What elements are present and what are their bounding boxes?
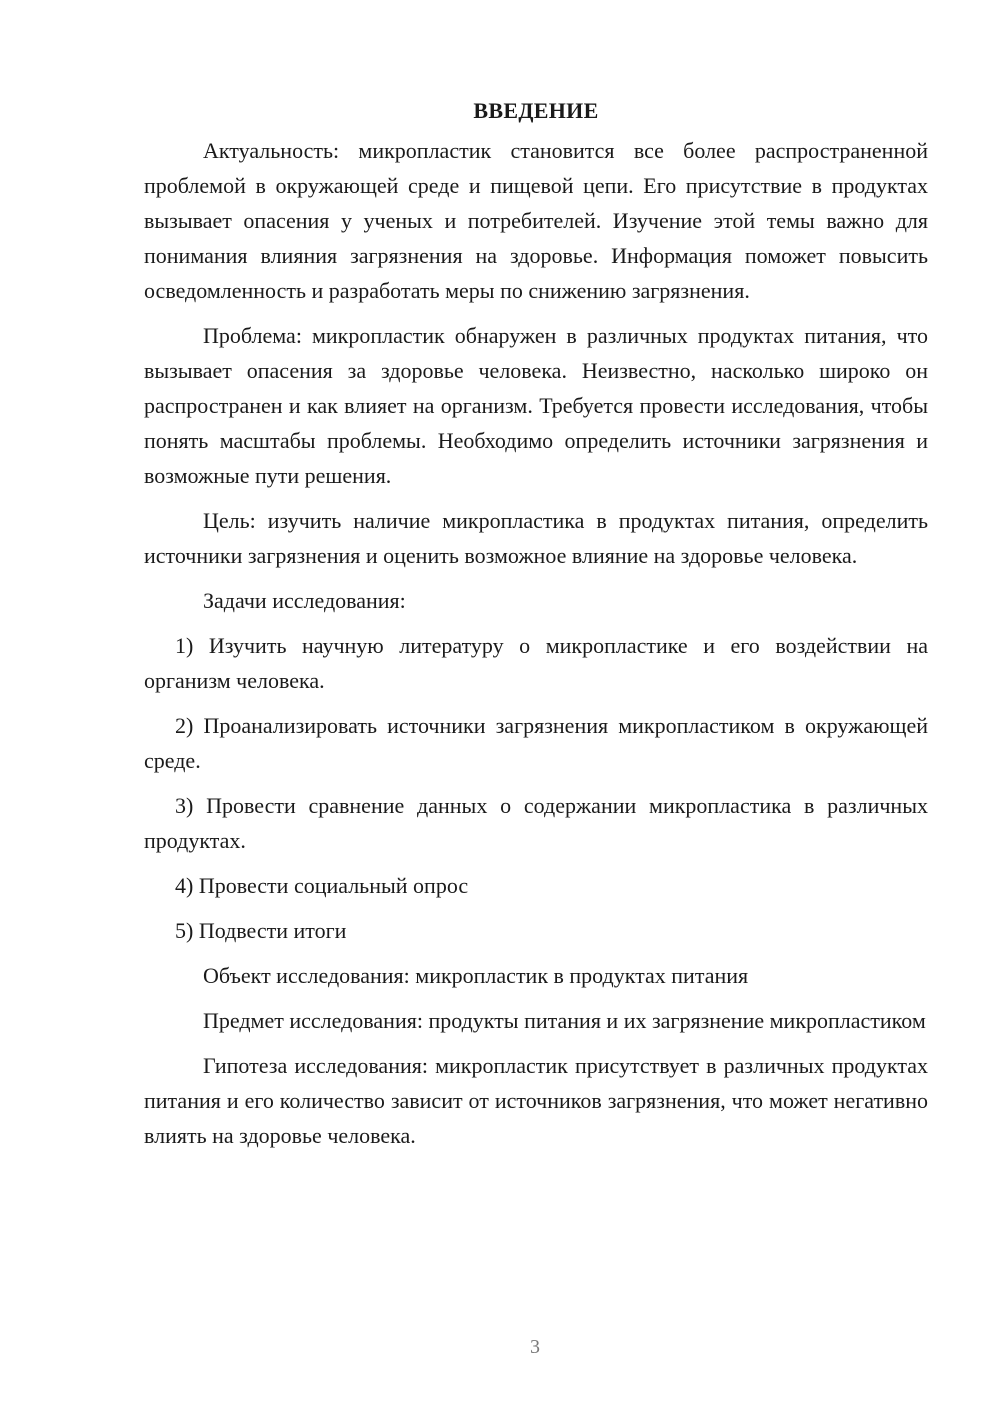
paragraph-problem: Проблема: микропластик обнаружен в различных продуктах питания, что вызывает опасения за здоровье человека. Неизвестно, насколько широко он распространен и как влияет на организм. Требуется провести исследования, чтобы понять масштабы проблемы. Необходимо определить источники загрязнения и возможные пути решения. — [144, 323, 928, 488]
task-item-5: 5) Подвести итоги — [175, 918, 347, 943]
page-number: 3 — [530, 1336, 540, 1358]
paragraph-subject: Предмет исследования: продукты питания и их загрязнение микропластиком — [203, 1008, 926, 1033]
page-content — [144, 93, 928, 1153]
paragraph-hypothesis: Гипотеза исследования: микропластик присутствует в различных продуктах питания и его количество зависит от источников загрязнения, что может негативно влиять на здоровье человека. — [144, 1053, 928, 1148]
task-item-1: 1) Изучить научную литературу о микропластике и его воздействии на организм человека. — [144, 633, 928, 693]
task-item-3: 3) Провести сравнение данных о содержании микропластика в различных продуктах. — [144, 793, 928, 853]
paragraph-object: Объект исследования: микропластик в продуктах питания — [203, 963, 749, 988]
task-item-2: 2) Проанализировать источники загрязнения микропластиком в окружающей среде. — [144, 713, 928, 773]
paragraph-goal: Цель: изучить наличие микропластика в продуктах питания, определить источники загрязнения и оценить возможное влияние на здоровье человека. — [144, 508, 928, 568]
task-item-4: 4) Провести социальный опрос — [175, 873, 469, 898]
tasks-heading: Задачи исследования: — [203, 588, 406, 613]
page-title: ВВЕДЕНИЕ — [473, 98, 599, 123]
paragraph-relevance: Актуальность: микропластик становится все более распространенной проблемой в окружающей среде и пищевой цепи. Его присутствие в продуктах вызывает опасения у ученых и потребителей. Изучение этой темы важно для понимания влияния загрязнения на здоровье. Информация поможет повысить осведомленность и разработать меры по снижению загрязнения. — [144, 138, 928, 303]
